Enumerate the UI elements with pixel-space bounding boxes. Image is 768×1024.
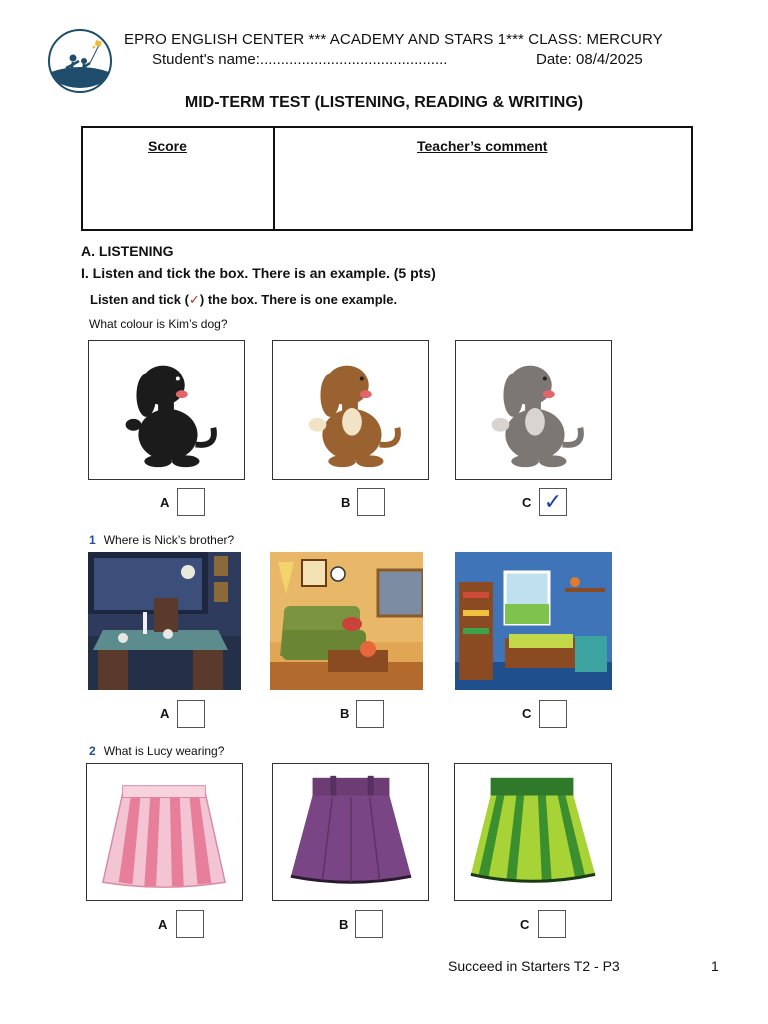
q2-option-a-checkbox[interactable] (176, 910, 204, 938)
q2-option-c-label: C (520, 917, 530, 932)
example-option-a-checkbox[interactable] (177, 488, 205, 516)
example-option-c-label: C (522, 495, 532, 510)
q2-option-b-checkbox[interactable] (355, 910, 383, 938)
q1-option-c-label: C (522, 706, 532, 721)
purple-skirt-picture (272, 763, 429, 901)
question-1-text: Where is Nick’s brother? (103, 533, 235, 547)
question-2-text: What is Lucy wearing? (103, 744, 225, 758)
header-line: EPRO ENGLISH CENTER *** ACADEMY AND STARS 1*** CLASS: MERCURY (124, 31, 663, 48)
q1-option-a-checkbox[interactable] (177, 700, 205, 728)
living-room-picture (270, 552, 423, 690)
example-question: What colour is Kim’s dog? (89, 317, 228, 331)
q1-option-b-checkbox[interactable] (356, 700, 384, 728)
example-option-a-label: A (160, 495, 170, 510)
green-skirt-picture (454, 763, 612, 901)
teacher-comment-header: Teacher’s comment (417, 138, 548, 154)
example-option-c-checkbox[interactable] (539, 488, 567, 516)
brown-dog-picture (272, 340, 429, 480)
score-table (81, 126, 693, 231)
dining-room-picture (88, 552, 241, 690)
check-mark-icon: ✓ (543, 489, 563, 514)
score-header: Score (148, 138, 187, 154)
q1-option-a-label: A (160, 706, 170, 721)
q1-option-c-checkbox[interactable] (539, 700, 567, 728)
question-1 (89, 533, 234, 547)
bedroom-picture (455, 552, 612, 690)
black-dog-picture (88, 340, 245, 480)
book-instruction (90, 292, 397, 308)
book-instruction-post: ) the box. There is one example. (199, 292, 398, 307)
example-option-b-checkbox[interactable] (357, 488, 385, 516)
q2-option-a-label: A (158, 917, 168, 932)
q1-option-b-label: B (340, 706, 350, 721)
student-name-field: Student's name:............................................. (152, 51, 448, 68)
footer-text: Succeed in Starters T2 - P3 (448, 958, 620, 974)
q2-option-c-checkbox[interactable] (538, 910, 566, 938)
date-label: Date: 08/4/2025 (536, 51, 643, 68)
example-option-b-label: B (341, 495, 351, 510)
pink-skirt-picture (86, 763, 243, 901)
task-instruction: I. Listen and tick the box. There is an example. (5 pts) (81, 265, 436, 281)
question-2 (89, 744, 224, 758)
question-1-number: 1 (89, 533, 96, 547)
page-number: 1 (711, 958, 719, 974)
table-divider (273, 128, 275, 229)
question-2-number: 2 (89, 744, 96, 758)
section-heading-listening: A. LISTENING (81, 243, 174, 259)
q2-option-b-label: B (339, 917, 349, 932)
grey-dog-picture (455, 340, 612, 480)
book-instruction-pre: Listen and tick ( (90, 292, 189, 307)
page-title: MID-TERM TEST (LISTENING, READING & WRITING) (184, 94, 584, 111)
tick-icon: ✓ (188, 292, 200, 307)
school-logo (44, 28, 116, 94)
